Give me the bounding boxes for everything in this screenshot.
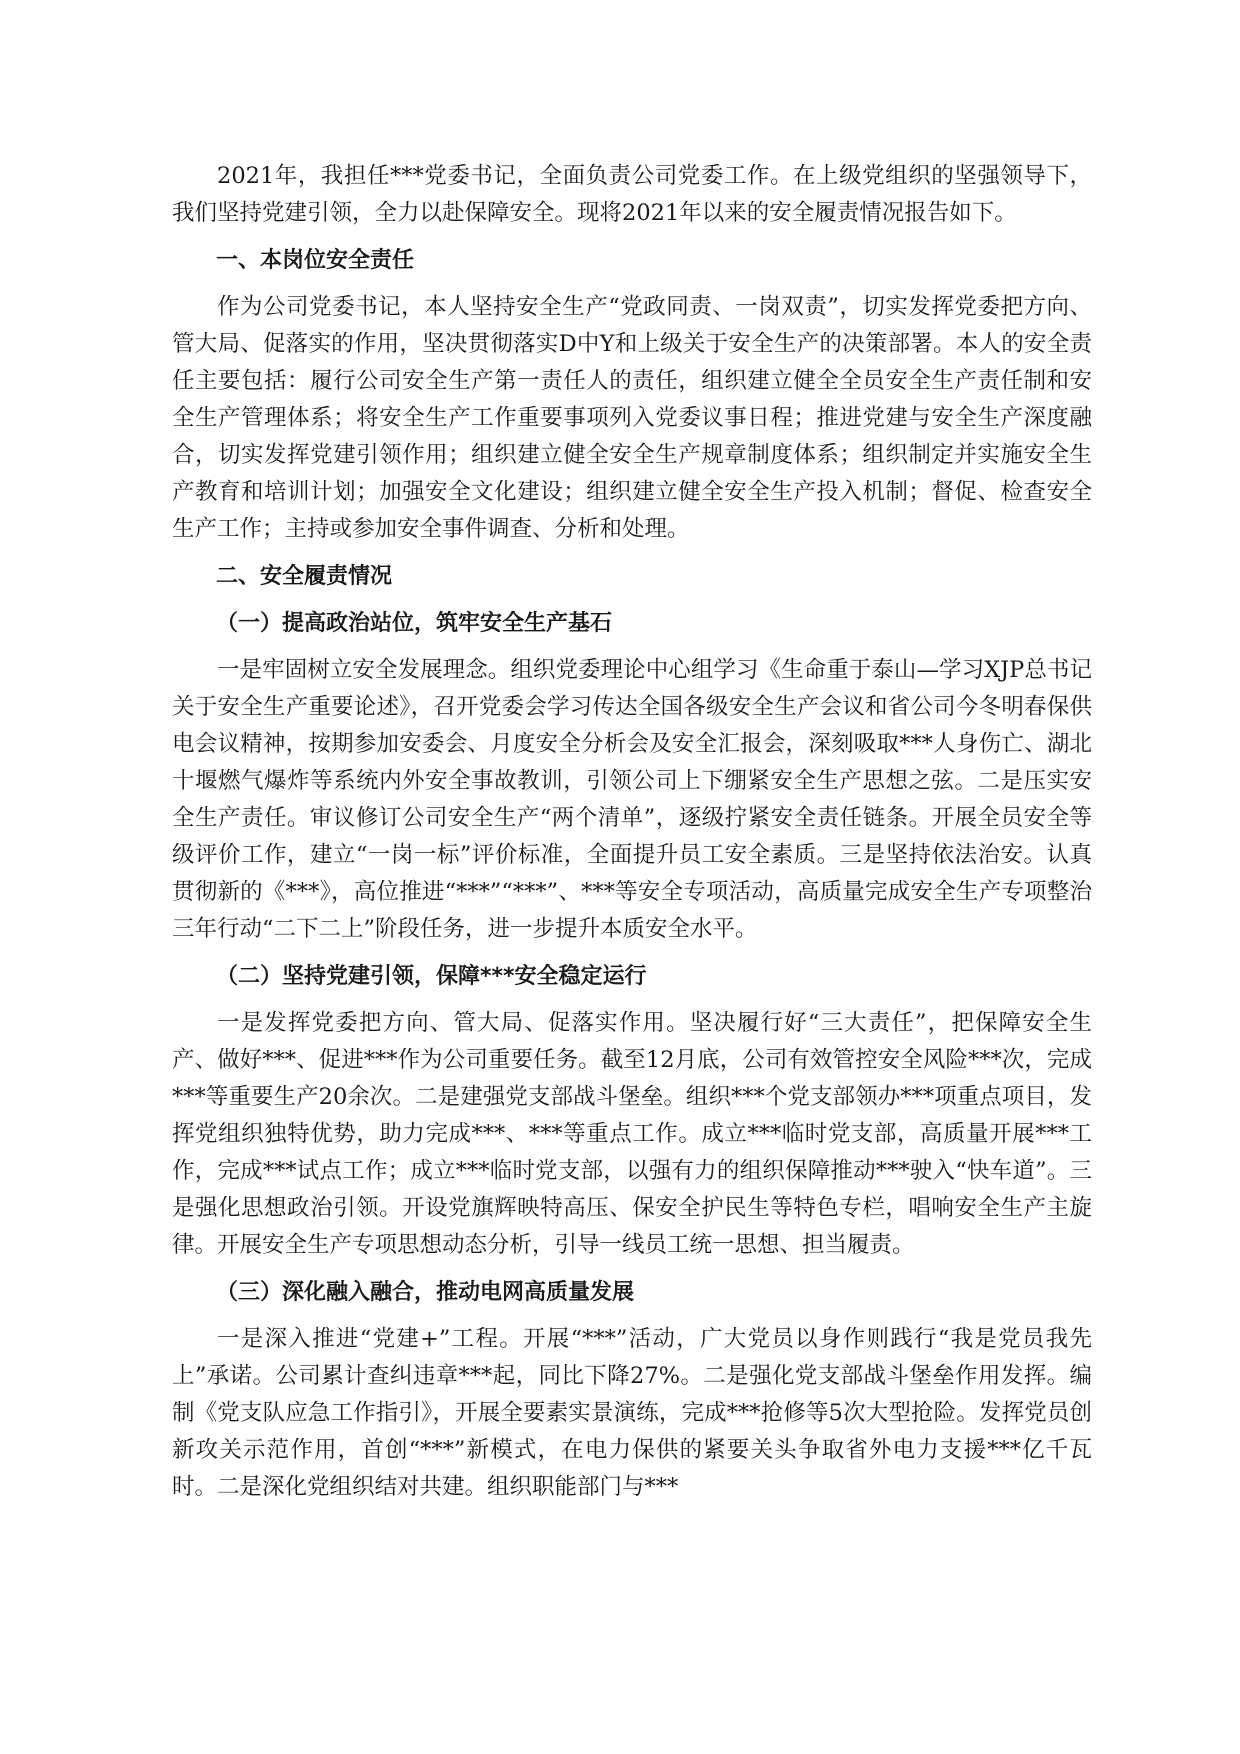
document-body bbox=[172, 158, 1092, 1516]
intro-paragraph: 2021年，我担任***党委书记，全面负责公司党委工作。在上级党组织的坚强领导下，我们坚持党建引领，全力以赴保障安全。现将2021年以来的安全履责情况报告如下。 bbox=[172, 163, 1092, 226]
section-1-heading: 一、本岗位安全责任 bbox=[216, 248, 415, 273]
subsection-3-heading: （三）深化融入融合，推动电网高质量发展 bbox=[216, 1280, 635, 1305]
section-1-paragraph: 作为公司党委书记，本人坚持安全生产“党政同责、一岗双责”，切实发挥党委把方向、管大局、促落实的作用，坚决贯彻落实D中Y和上级关于安全生产的决策部署。本人的安全责任主要包括：履行公司安全生产第一责任人的责任，组织建立健全全员安全生产责任制和安全生产管理体系；将安全生产工作重要事项列入党委议事日程；推进党建与安全生产深度融合，切实发挥党建引领作用；组织建立健全安全生产规章制度体系；组织制定并实施安全生产教育和培训计划；加强安全文化建设；组织建立健全安全生产投入机制；督促、检查安全生产工作；主持或参加安全事件调查、分析和处理。 bbox=[172, 294, 1092, 542]
section-2-heading: 二、安全履责情况 bbox=[216, 564, 393, 589]
subsection-3-paragraph: 一是深入推进“党建+”工程。开展“***”活动，广大党员以身作则践行“我是党员我先上”承诺。公司累计查纠违章***起，同比下降27%。二是强化党支部战斗堡垒作用发挥。编制《党支队应急工作指引》，开展全要素实景演练，完成***抢修等5次大型抢险。发挥党员创新攻关示范作用，首创“***”新模式，在电力保供的紧要关头争取省外电力支援***亿千瓦时。二是深化党组织结对共建。组织职能部门与*** bbox=[172, 1326, 1092, 1500]
subsection-1-heading: （一）提高政治站位，筑牢安全生产基石 bbox=[216, 611, 613, 636]
subsection-2-heading: （二）坚持党建引领，保障***安全稳定运行 bbox=[216, 964, 647, 989]
subsection-1-paragraph: 一是牢固树立安全发展理念。组织党委理论中心组学习《生命重于泰山—学习XJP总书记关于安全生产重要论述》，召开党委会学习传达全国各级安全生产会议和省公司今冬明春保供电会议精神，按期参加安委会、月度安全分析会及安全汇报会，深刻吸取***人身伤亡、湖北十堰燃气爆炸等系统内外安全事故教训，引领公司上下绷紧安全生产思想之弦。二是压实安全生产责任。审议修订公司安全生产“两个清单”，逐级拧紧安全责任链条。开展全员安全等级评价工作，建立“一岗一标”评价标准，全面提升员工安全素质。三是坚持依法治安。认真贯彻新的《***》，高位推进“***”“***”、***等安全专项活动，高质量完成安全生产专项整治三年行动“二下二上”阶段任务，进一步提升本质安全水平。 bbox=[172, 657, 1092, 942]
subsection-2-paragraph: 一是发挥党委把方向、管大局、促落实作用。坚决履行好“三大责任”，把保障安全生产、做好***、促进***作为公司重要任务。截至12月底，公司有效管控安全风险***次，完成***等重要生产20余次。二是建强党支部战斗堡垒。组织***个党支部领办***项重点项目，发挥党组织独特优势，助力完成***、***等重点工作。成立***临时党支部，高质量开展***工作，完成***试点工作；成立***临时党支部，以强有力的组织保障推动***驶入“快车道”。三是强化思想政治引领。开设党旗辉映特高压、保安全护民生等特色专栏，唱响安全生产主旋律。开展安全生产专项思想动态分析，引导一线员工统一思想、担当履责。 bbox=[172, 1010, 1092, 1258]
